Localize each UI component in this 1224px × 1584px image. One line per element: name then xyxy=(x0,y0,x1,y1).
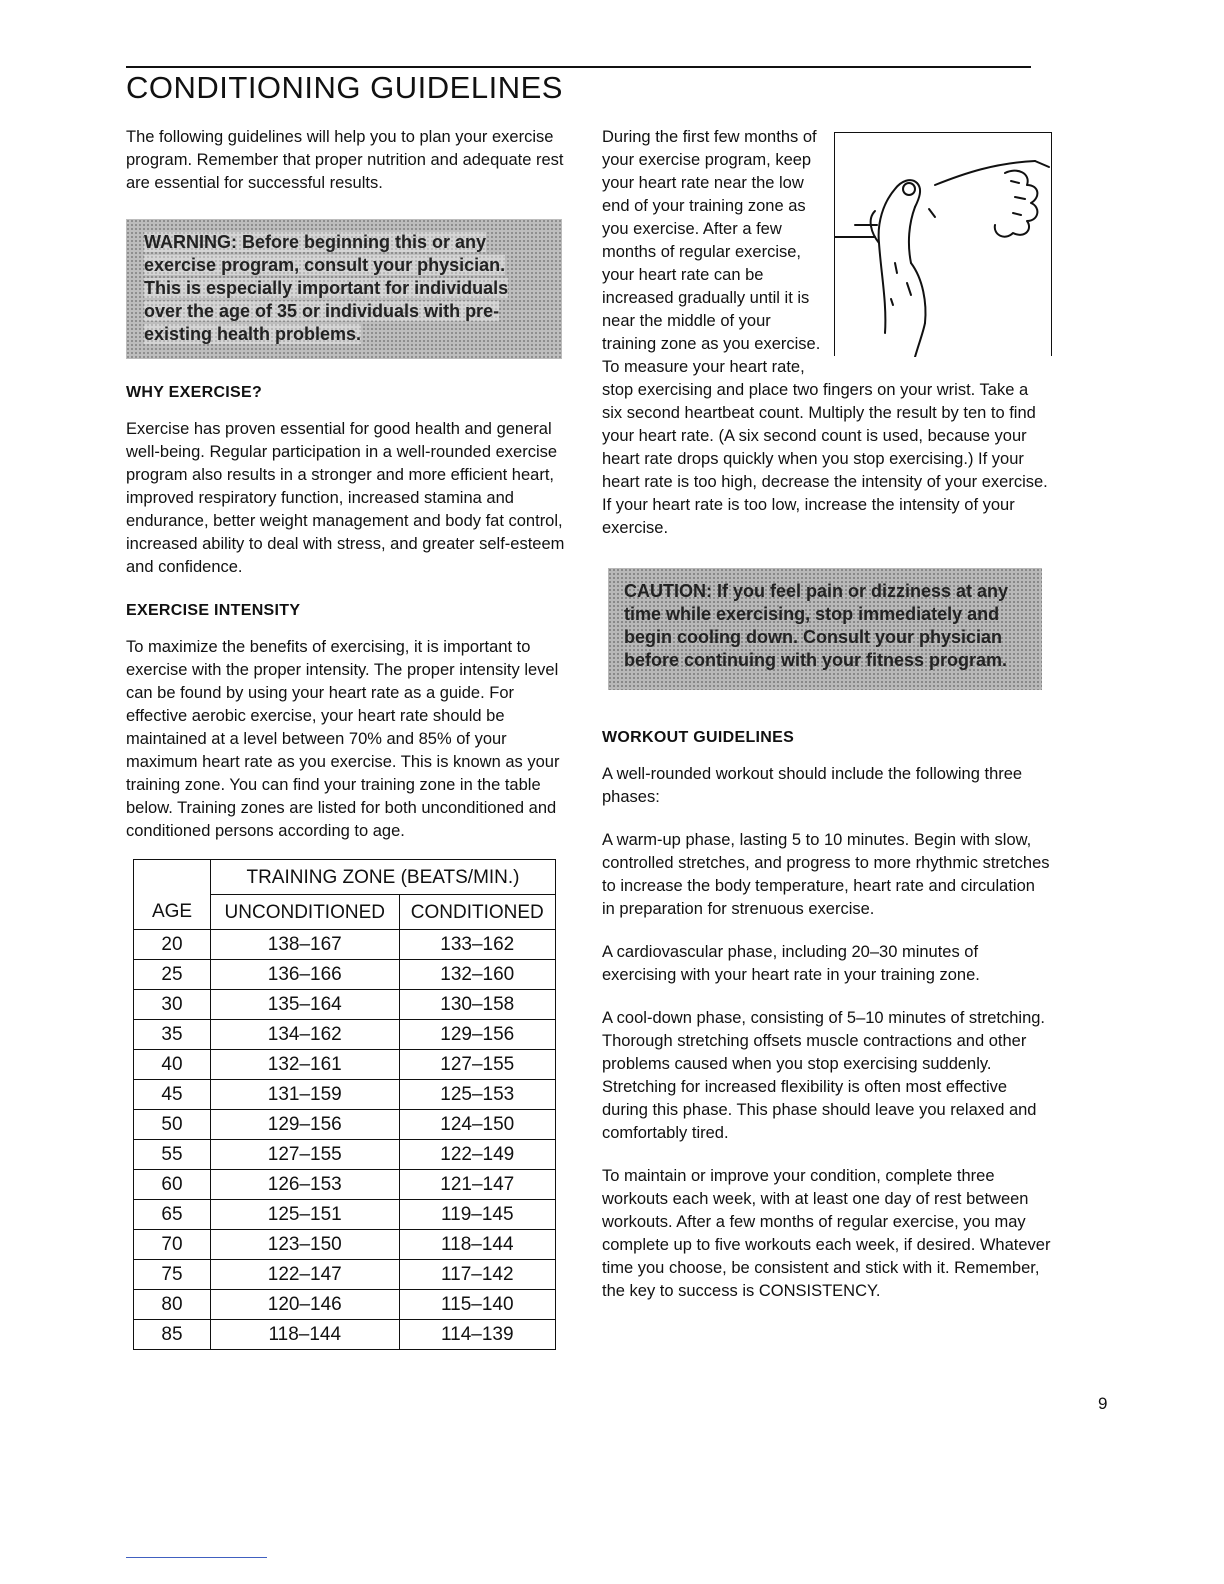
cooldown-paragraph: A cool-down phase, consisting of 5–10 minutes of stretching. Thorough stretching offsets muscle contractions and other problems caused when you stop exercising suddenly. Stretching for increased flexibility is often most effective during this phase. This phase should leave you relaxed and comfortably tired. xyxy=(602,1009,1046,1142)
table-cell-unconditioned: 123–150 xyxy=(211,1230,400,1260)
table-row xyxy=(134,1140,556,1170)
table-cell-age: 40 xyxy=(134,1050,211,1080)
training-zone-header: TRAINING ZONE (BEATS/MIN.) xyxy=(211,860,556,895)
table-cell-age: 25 xyxy=(134,960,211,990)
table-cell-unconditioned: 135–164 xyxy=(211,990,400,1020)
table-cell-conditioned: 129–156 xyxy=(399,1020,555,1050)
warning-box xyxy=(126,219,562,359)
table-cell-unconditioned: 136–166 xyxy=(211,960,400,990)
table-cell-conditioned: 114–139 xyxy=(399,1320,555,1350)
left-column xyxy=(126,126,576,1350)
table-cell-unconditioned: 126–153 xyxy=(211,1170,400,1200)
warning-text: WARNING: Before beginning this or any exercise program, consult your physician. This is especially important for individuals over the age of 35 or individuals with pre-existing health problems. xyxy=(144,232,509,344)
table-row xyxy=(134,990,556,1020)
conditioned-header: CONDITIONED xyxy=(399,895,555,930)
table-row xyxy=(134,930,556,960)
table-cell-age: 80 xyxy=(134,1290,211,1320)
table-cell-conditioned: 133–162 xyxy=(399,930,555,960)
table-row xyxy=(134,1050,556,1080)
page-title: CONDITIONING GUIDELINES xyxy=(126,70,563,105)
fingers-on-wrist-icon xyxy=(835,133,1053,357)
pulse-illustration xyxy=(834,132,1052,356)
table-cell-conditioned: 132–160 xyxy=(399,960,555,990)
table-row xyxy=(134,1290,556,1320)
workout-guidelines-heading: WORKOUT GUIDELINES xyxy=(602,729,795,746)
table-cell-unconditioned: 122–147 xyxy=(211,1260,400,1290)
exercise-intensity-paragraph: To maximize the benefits of exercising, it is important to exercise with the proper intensity. The proper intensity level can be found by using your heart rate as a guide. For effective aerobic exercise, your heart rate should be maintained at a level between 70% and 85% of your maximum heart rate as you exercise. This is known as your training zone. You can find your training zone in the table below. Training zones are listed for both unconditioned and conditioned persons according to age. xyxy=(126,638,560,840)
table-cell-conditioned: 124–150 xyxy=(399,1110,555,1140)
title-rule xyxy=(126,66,1031,68)
table-column-header-row xyxy=(134,895,556,930)
table-cell-unconditioned: 129–156 xyxy=(211,1110,400,1140)
table-cell-age: 45 xyxy=(134,1080,211,1110)
table-row xyxy=(134,1170,556,1200)
table-cell-unconditioned: 134–162 xyxy=(211,1020,400,1050)
workout-intro-paragraph: A well-rounded workout should include the following three phases: xyxy=(602,765,1023,806)
cardio-paragraph: A cardiovascular phase, including 20–30 minutes of exercising with your heart rate in your training zone. xyxy=(602,943,980,984)
why-exercise-paragraph: Exercise has proven essential for good health and general well-being. Regular participation in a well-rounded exercise program also results in a stronger and more efficient heart, improved respiratory function, increased stamina and endurance, better weight management and body fat control, increased ability to deal with stress, and greater self-esteem and confidence. xyxy=(126,420,565,576)
table-cell-unconditioned: 125–151 xyxy=(211,1200,400,1230)
table-cell-unconditioned: 131–159 xyxy=(211,1080,400,1110)
training-zone-rows xyxy=(134,930,556,1350)
table-cell-conditioned: 127–155 xyxy=(399,1050,555,1080)
table-cell-conditioned: 115–140 xyxy=(399,1290,555,1320)
table-cell-age: 60 xyxy=(134,1170,211,1200)
table-cell-age: 50 xyxy=(134,1110,211,1140)
warmup-paragraph: A warm-up phase, lasting 5 to 10 minutes. Begin with slow, controlled stretches, and progress to more rhythmic stretches to increase the body temperature, heart rate and circulation in preparation for strenuous exercise. xyxy=(602,831,1050,918)
table-cell-conditioned: 125–153 xyxy=(399,1080,555,1110)
table-cell-unconditioned: 132–161 xyxy=(211,1050,400,1080)
exercise-intensity-heading: EXERCISE INTENSITY xyxy=(126,602,301,619)
caution-box xyxy=(608,568,1042,690)
table-row xyxy=(134,960,556,990)
table-cell-unconditioned: 120–146 xyxy=(211,1290,400,1320)
table-row xyxy=(134,1320,556,1350)
page-number: 9 xyxy=(1098,1394,1108,1413)
table-cell-age: 85 xyxy=(134,1320,211,1350)
table-cell-conditioned: 118–144 xyxy=(399,1230,555,1260)
table-row xyxy=(134,1260,556,1290)
table-corner-cell xyxy=(134,860,211,895)
table-row xyxy=(134,1200,556,1230)
table-cell-conditioned: 117–142 xyxy=(399,1260,555,1290)
table-cell-conditioned: 122–149 xyxy=(399,1140,555,1170)
training-zone-table xyxy=(133,859,556,1350)
table-cell-unconditioned: 127–155 xyxy=(211,1140,400,1170)
table-cell-conditioned: 121–147 xyxy=(399,1170,555,1200)
why-exercise-heading: WHY EXERCISE? xyxy=(126,384,263,401)
table-cell-age: 75 xyxy=(134,1260,211,1290)
footer-rule xyxy=(126,1557,267,1558)
heart-rate-paragraph: During the first few months of your exercise program, keep your heart rate near the low end of your training zone as you exercise. After a few months of regular exercise, your heart rate can be increased gradually until it is near the middle of your training zone as you exercise. To measure your heart rate, stop exercising and place two fingers on your wrist. Take a six second heartbeat count. Multiply the result by ten to find your heart rate. (A six second count is used, because your heart rate drops quickly when you stop exercising.) If your heart rate is too high, decrease the intensity of your exercise. If your heart rate is too low, increase the intensity of your exercise. xyxy=(602,128,1048,537)
table-cell-age: 70 xyxy=(134,1230,211,1260)
table-cell-age: 55 xyxy=(134,1140,211,1170)
table-cell-age: 35 xyxy=(134,1020,211,1050)
unconditioned-header: UNCONDITIONED xyxy=(211,895,400,930)
maintain-paragraph: To maintain or improve your condition, complete three workouts each week, with at least one day of rest between workouts. After a few months of regular exercise, you may complete up to five workouts each week, if desired. Whatever time you choose, be consistent and stick with it. Remember, the key to success is CONSISTENCY. xyxy=(602,1167,1051,1300)
table-row xyxy=(134,1230,556,1260)
table-cell-conditioned: 119–145 xyxy=(399,1200,555,1230)
age-header: AGE xyxy=(134,895,211,930)
table-cell-age: 65 xyxy=(134,1200,211,1230)
right-column xyxy=(602,126,1052,1303)
table-row xyxy=(134,1020,556,1050)
table-cell-age: 30 xyxy=(134,990,211,1020)
table-cell-unconditioned: 138–167 xyxy=(211,930,400,960)
table-group-header-row xyxy=(134,860,556,895)
table-row xyxy=(134,1080,556,1110)
intro-paragraph: The following guidelines will help you to plan your exercise program. Remember that proper nutrition and adequate rest are essential for successful results. xyxy=(126,128,564,192)
table-cell-age: 20 xyxy=(134,930,211,960)
table-cell-conditioned: 130–158 xyxy=(399,990,555,1020)
table-row xyxy=(134,1110,556,1140)
table-cell-unconditioned: 118–144 xyxy=(211,1320,400,1350)
caution-text: CAUTION: If you feel pain or dizziness at any time while exercising, stop immediately and begin cooling down. Consult your physician before continuing with your fitness program. xyxy=(624,581,1009,670)
